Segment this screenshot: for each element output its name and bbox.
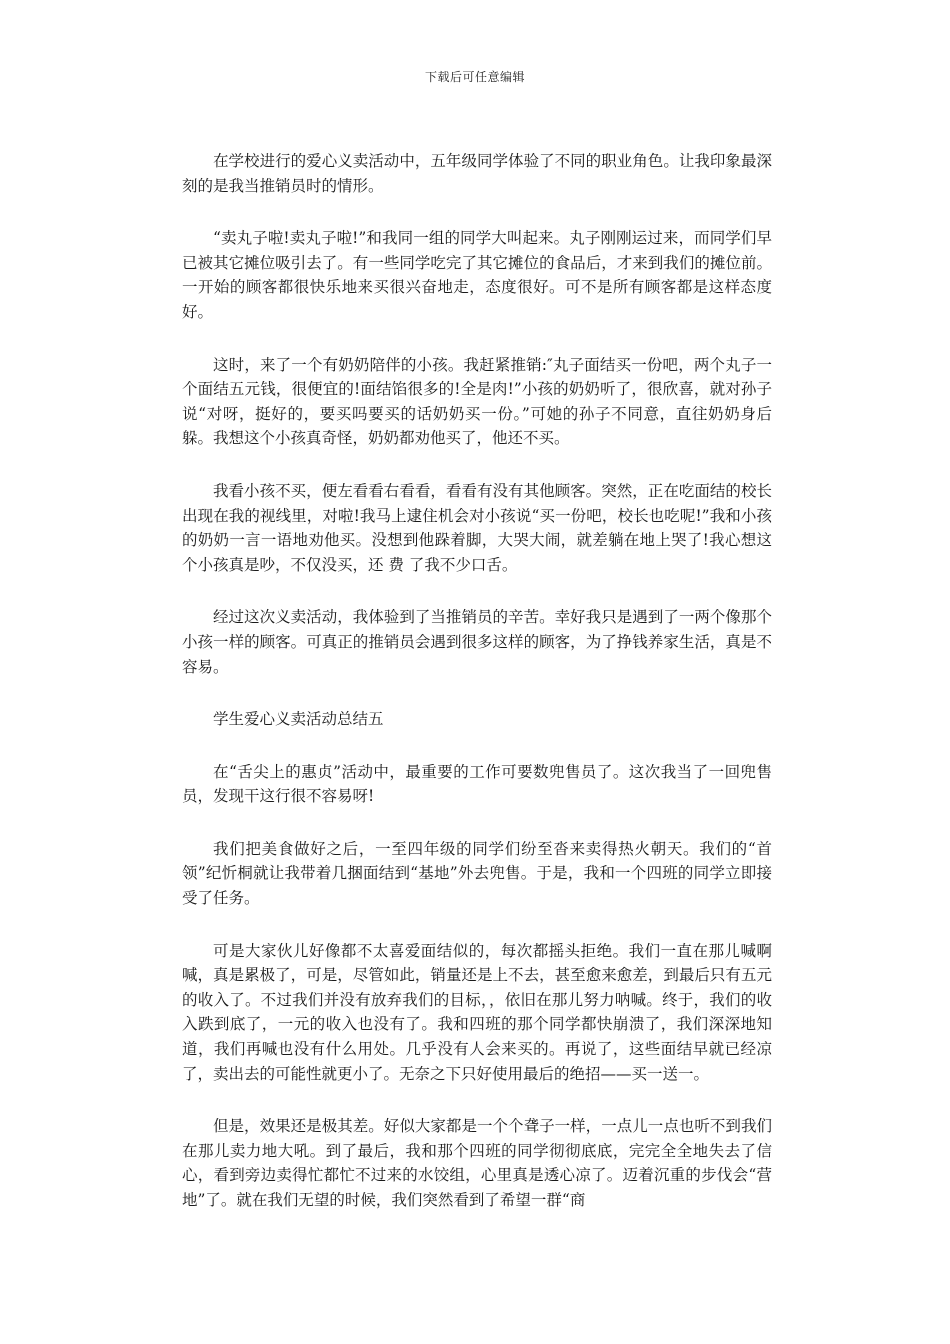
paragraph: 但是，效果还是极其差。好似大家都是一个个聋子一样，一点儿一点也听不到我们在那儿卖力地大吼。到了最后，我和那个四班的同学彻彻底底，完完全全地失去了信心，看到旁边卖得忙都忙不过来的水饺组，心里真是透心凉了。迈着沉重的步伐会“营地”了。就在我们无望的时候，我们突然看到了希望一群“商 [182, 1117, 772, 1209]
paragraph: 可是大家伙儿好像都不太喜爱面结似的，每次都摇头拒绝。我们一直在那儿喊啊喊，真是累极了，可是，尽管如此，销量还是上不去，甚至愈来愈差，到最后只有五元的收入了。不过我们并没有放弃我们的目标，，依旧在那儿努力呐喊。终于，我们的收入跌到底了，一元的收入也没有了。我和四班的那个同学都快崩溃了，我们深深地知道，我们再喊也没有什么用处。几乎没有人会来买的。再说了，这些面结早就已经凉了，卖出去的可能性就更小了。无奈之下只好使用最后的绝招——买一送一。 [182, 941, 772, 1083]
paragraph: 我看小孩不买，便左看看右看看，看看有没有其他顾客。突然，正在吃面结的校长出现在我的视线里，对啦!我马上逮住机会对小孩说“买一份吧，校长也吃呢!”我和小孩的奶奶一言一语地劝他买。没想到他跺着脚，大哭大闹，就差躺在地上哭了!我心想这个小孩真是吵，不仅没买，还 费 了我不少口舌。 [182, 481, 772, 574]
page-header-note: 下载后可任意编辑 [424, 70, 525, 84]
paragraph: 在“舌尖上的惠贞”活动中，最重要的工作可要数兜售员了。这次我当了一回兜售员，发现干这行很不容易呀! [182, 762, 772, 806]
paragraph: 这时，来了一个有奶奶陪伴的小孩。我赶紧推销:″丸子面结买一份吧，两个丸子一个面结五元钱，很便宜的!面结馅很多的!全是肉!”小孩的奶奶听了，很欣喜，就对孙子说“对呀，挺好的，要买吗要买的话奶奶买一份。”可她的孙子不同意，直往奶奶身后躲。我想这个小孩真奇怪，奶奶都劝他买了，他还不买。 [182, 355, 772, 448]
paragraph: 在学校进行的爱心义卖活动中，五年级同学体验了不同的职业角色。让我印象最深刻的是我当推销员时的情形。 [182, 152, 772, 195]
section-heading: 学生爱心义卖活动总结五 [213, 710, 384, 729]
document-body [182, 149, 772, 1241]
paragraph: 经过这次义卖活动，我体验到了当推销员的辛苦。幸好我只是遇到了一两个像那个小孩一样的顾客。可真正的推销员会遇到很多这样的顾客，为了挣钱养家生活，真是不容易。 [182, 608, 772, 676]
paragraph: 我们把美食做好之后，一至四年级的同学们纷至沓来卖得热火朝天。我们的“首领”纪忻桐就让我带着几捆面结到“基地”外去兜售。于是，我和一个四班的同学立即接受了任务。 [182, 839, 772, 908]
paragraph: “卖丸子啦!卖丸子啦!”和我同一组的同学大叫起来。丸子刚刚运过来，而同学们早已被其它摊位吸引去了。有一些同学吃完了其它摊位的食品后，才来到我们的摊位前。一开始的顾客都很快乐地来买很兴奋地走，态度很好。可不是所有顾客都是这样态度好。 [182, 229, 772, 321]
